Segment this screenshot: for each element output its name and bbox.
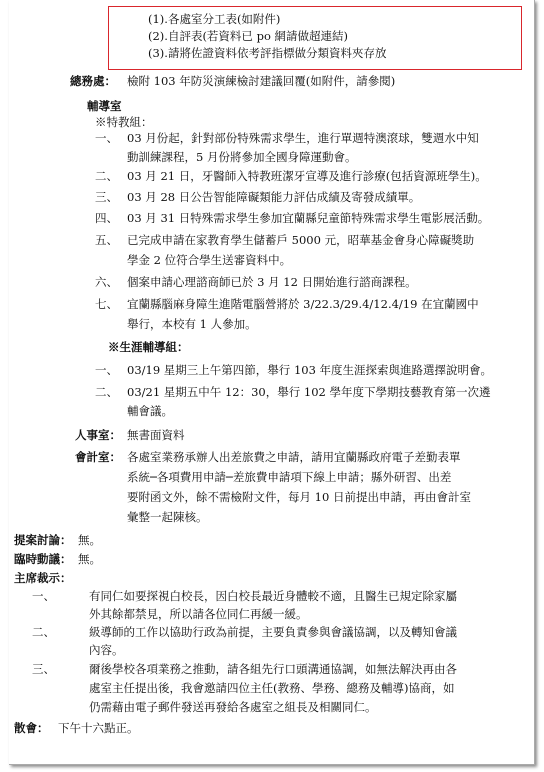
accounting-line: 彙整一起陳核。 xyxy=(127,510,208,524)
list-item: 仍需藉由電子郵件發送再發給各處室之組長及相關同仁。 xyxy=(89,700,377,714)
list-item: 03 月 28 日公告智能障礙類能力評估成績及寄發成績單。 xyxy=(127,190,421,204)
list-item: 03 月 31 日特殊需求學生參加宜蘭縣兒童節特殊需求學生電影展活動。 xyxy=(127,211,490,225)
list-item: 有同仁如要探視白校長，因白校長最近身體較不適，且醫生已規定除家屬 xyxy=(89,589,457,603)
general-affairs-text: 檢附 103 年防災演練檢討建議回覆(如附件，請參閱) xyxy=(127,74,396,88)
list-num: 二、 xyxy=(95,169,118,183)
todo-item: (2).自評表(若資料已 po 網請做超連結) xyxy=(148,29,349,43)
personnel-label: 人事室： xyxy=(75,428,121,442)
general-affairs-label: 總務處： xyxy=(70,74,116,88)
list-item: 03/21 星期五中午 12：30，舉行 102 學年度下學期技藝教育第一次遴 xyxy=(127,385,491,399)
proposal-label: 提案討論： xyxy=(14,533,72,547)
list-item: 03 月 21 日，牙醫師入特教班潔牙宣導及進行診療(包括資源班學生)。 xyxy=(127,169,487,183)
list-num: 一、 xyxy=(32,589,55,603)
document-page xyxy=(9,0,535,765)
todo-item: (3).請將佐證資料依考評指標做分類資料夾存放 xyxy=(148,46,387,60)
adjourn-label: 散會： xyxy=(14,721,49,735)
list-item: 外其餘都禁見，所以請各位同仁再緩一緩。 xyxy=(89,607,308,621)
adjourn-text: 下午十六點正。 xyxy=(58,721,139,735)
list-num: 二、 xyxy=(95,385,118,399)
list-num: 一、 xyxy=(95,363,118,377)
list-item: 級導師的工作以協助行政為前提，主要負責參與會議協調，以及轉知會議 xyxy=(89,625,457,639)
adhoc-text: 無。 xyxy=(78,552,101,566)
list-item: 爾後學校各項業務之推動，請各組先行口頭溝通協調，如無法解決再由各 xyxy=(89,662,457,676)
list-num: 六、 xyxy=(95,275,118,289)
personnel-text: 無書面資料 xyxy=(127,428,185,442)
list-num: 四、 xyxy=(95,211,118,225)
list-item: 03/19 星期三上午第四節，舉行 103 年度生涯探索與進路選擇說明會。 xyxy=(127,363,493,377)
list-num: 三、 xyxy=(95,190,118,204)
counseling-label: 輔導室 xyxy=(87,99,122,113)
proposal-text: 無。 xyxy=(78,533,101,547)
special-ed-heading: ※特教組： xyxy=(95,115,153,129)
list-num: 二、 xyxy=(32,625,55,639)
accounting-line: 系統─各項費用申請─差旅費申請項下線上申請；縣外研習、出差 xyxy=(127,470,452,484)
list-item: 宜蘭縣腦麻身障生進階電腦營將於 3/22.3/29.4/12.4/19 在宜蘭國中 xyxy=(127,297,479,311)
list-num: 一、 xyxy=(95,131,118,145)
list-num: 五、 xyxy=(95,233,118,247)
list-item: 動訓練課程，5 月份將參加全國身障運動會。 xyxy=(127,150,357,164)
list-item: 內容。 xyxy=(89,643,124,657)
list-item: 03 月份起，針對部份特殊需求學生，進行單週特澳滾球，雙週水中知 xyxy=(127,131,479,145)
list-item: 舉行，本校有 1 人參加。 xyxy=(127,317,257,331)
list-item: 已完成申請在家教育學生儲蓄戶 5000 元，昭華基金會身心障礙獎助 xyxy=(127,233,475,247)
accounting-line: 各處室業務承辦人出差旅費之申請，請用宜蘭縣政府電子差勤表單 xyxy=(127,450,461,464)
list-item: 學金 2 位符合學生送審資料中。 xyxy=(127,253,292,267)
adhoc-label: 臨時動議： xyxy=(14,552,72,566)
career-heading: ※生涯輔導組： xyxy=(108,340,189,354)
list-item: 個案申請心理諮商師已於 3 月 12 日開始進行諮商課程。 xyxy=(127,275,417,289)
chair-label: 主席裁示： xyxy=(14,571,72,585)
list-item: 輔會議。 xyxy=(127,404,173,418)
list-num: 三、 xyxy=(32,662,55,676)
todo-item: (1).各處室分工表(如附件) xyxy=(148,12,281,26)
accounting-label: 會計室： xyxy=(75,450,121,464)
accounting-line: 要附函文外，餘不需檢附文件，每月 10 日前提出申請，再由會計室 xyxy=(127,490,471,504)
list-item: 處室主任提出後，我會邀請四位主任(教務、學務、總務及輔導)協商，如 xyxy=(89,681,455,695)
list-num: 七、 xyxy=(95,297,118,311)
